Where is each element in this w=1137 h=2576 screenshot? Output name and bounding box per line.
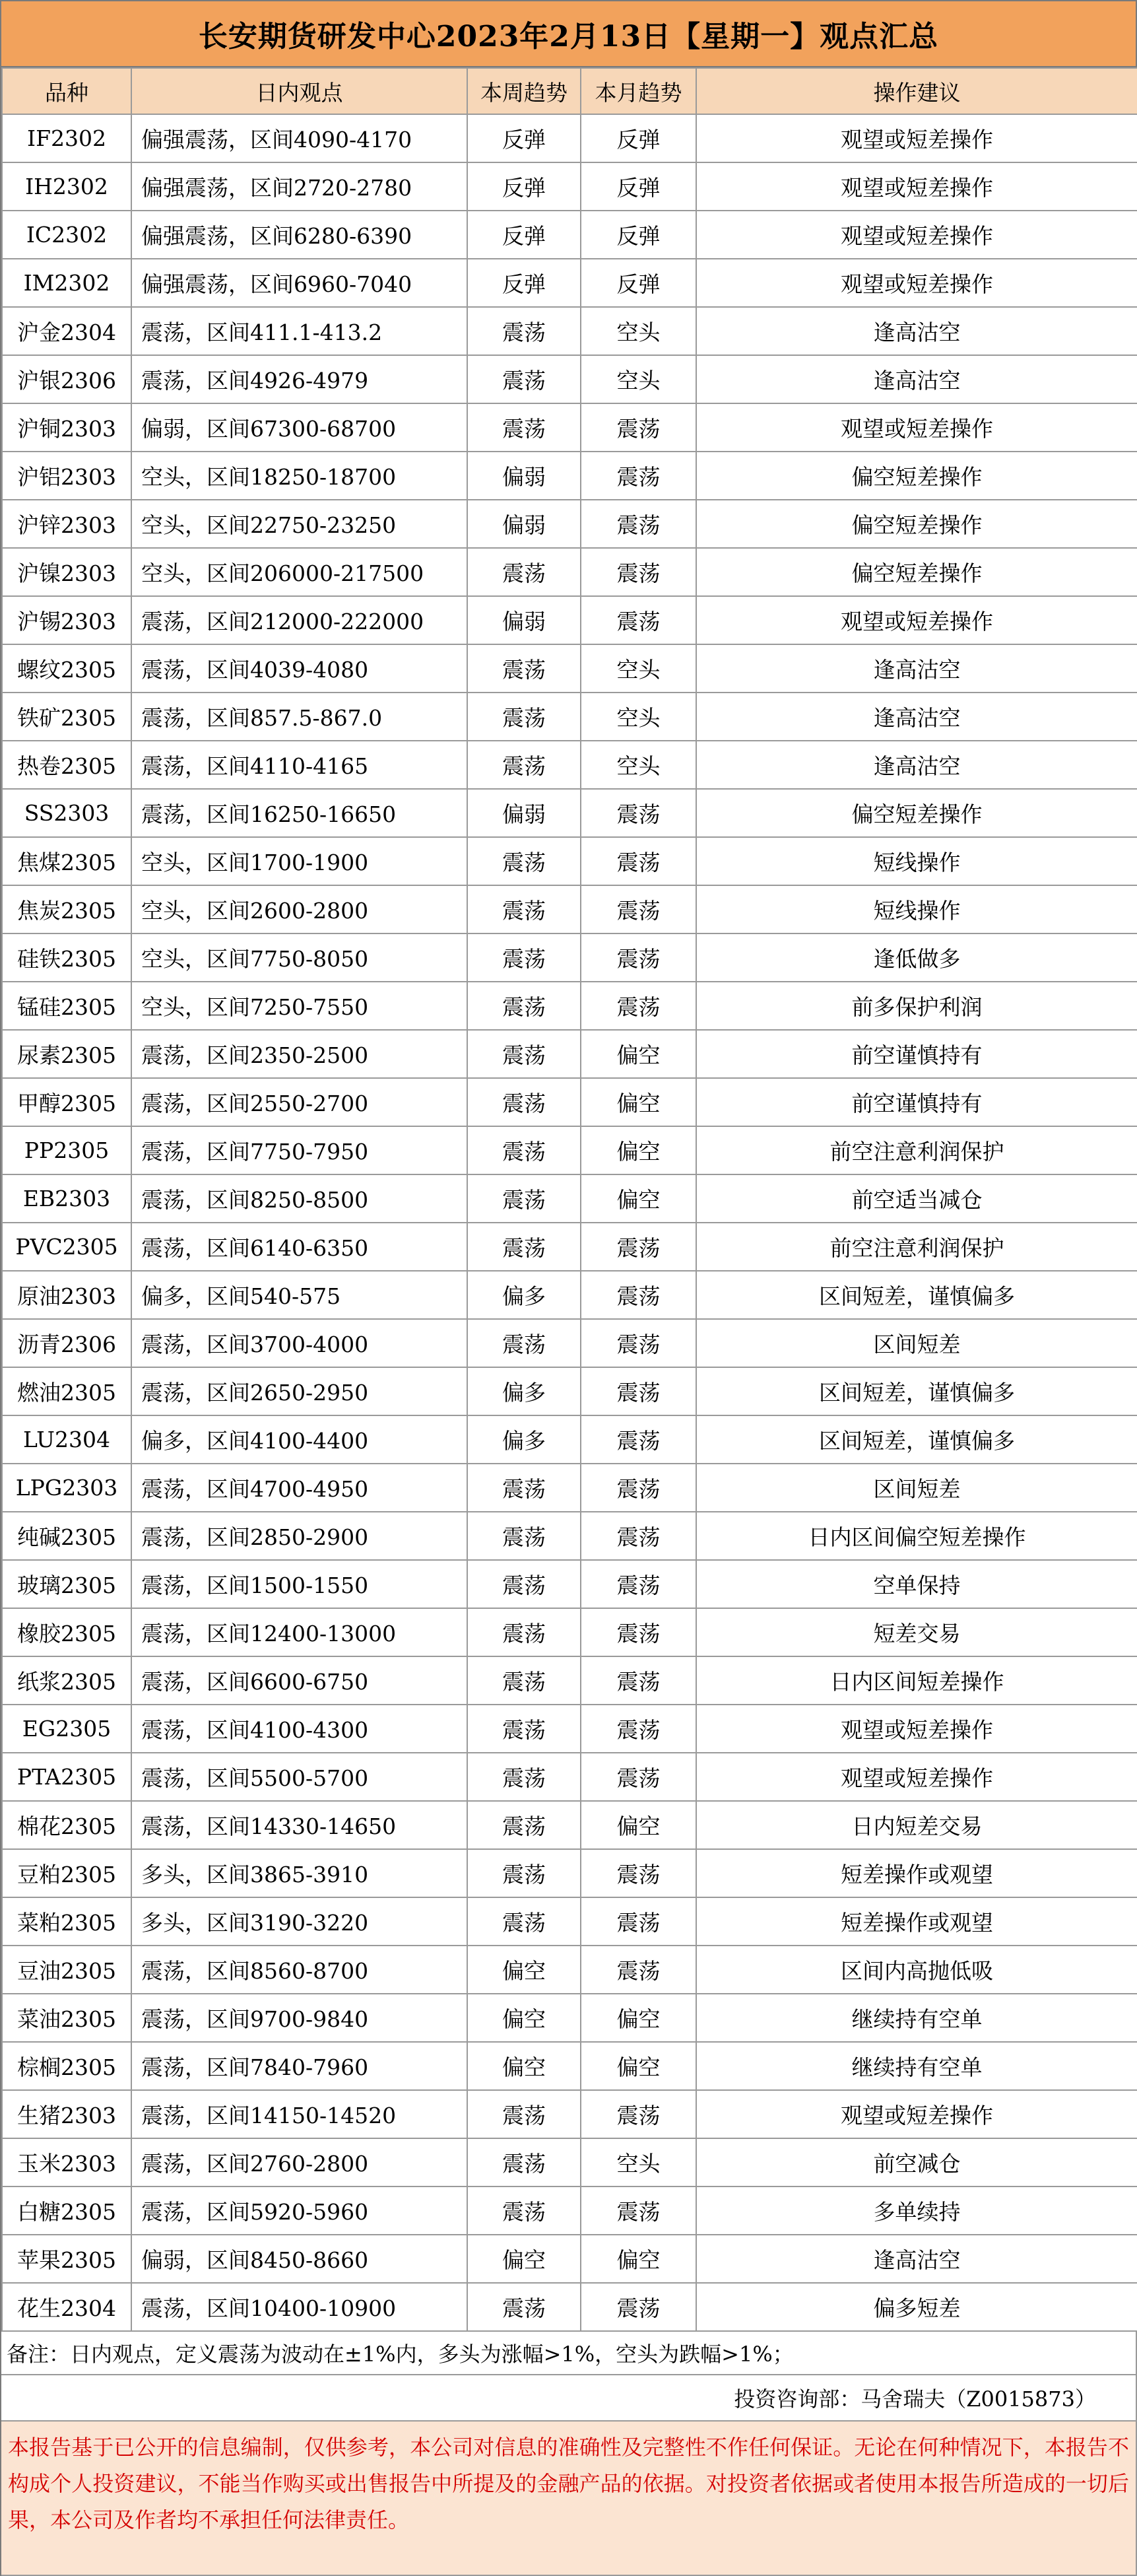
symbol-cell: PVC2305 — [2, 1223, 131, 1271]
month-trend-cell: 震荡 — [581, 2186, 696, 2235]
month-trend-cell: 震荡 — [581, 403, 696, 452]
week-trend-cell: 震荡 — [467, 2090, 581, 2138]
week-trend-cell: 偏弱 — [467, 596, 581, 644]
week-trend-cell: 震荡 — [467, 885, 581, 933]
column-header-advice: 操作建议 — [696, 68, 1137, 114]
intraday-view-cell: 震荡，区间4926-4979 — [131, 355, 467, 403]
week-trend-cell: 偏多 — [467, 1271, 581, 1319]
table-row — [2, 1464, 1137, 1512]
week-trend-cell: 震荡 — [467, 2283, 581, 2331]
intraday-view-cell: 震荡，区间7750-7950 — [131, 1126, 467, 1174]
table-row — [2, 2138, 1137, 2186]
symbol-cell: PTA2305 — [2, 1753, 131, 1801]
table-row — [2, 403, 1137, 452]
week-trend-cell: 震荡 — [467, 1030, 581, 1078]
symbol-cell: 生猪2303 — [2, 2090, 131, 2138]
intraday-view-cell: 震荡，区间3700-4000 — [131, 1319, 467, 1367]
symbol-cell: IH2302 — [2, 162, 131, 211]
advice-cell: 区间短差，谨慎偏多 — [696, 1271, 1137, 1319]
week-trend-cell: 震荡 — [467, 1849, 581, 1897]
week-trend-cell: 反弹 — [467, 211, 581, 259]
advice-cell: 区间短差 — [696, 1464, 1137, 1512]
week-trend-cell: 震荡 — [467, 1801, 581, 1849]
month-trend-cell: 空头 — [581, 307, 696, 355]
advice-cell: 前空谨慎持有 — [696, 1078, 1137, 1126]
symbol-cell: 沪金2304 — [2, 307, 131, 355]
month-trend-cell: 空头 — [581, 693, 696, 741]
intraday-view-cell: 震荡，区间2550-2700 — [131, 1078, 467, 1126]
week-trend-cell: 偏空 — [467, 1946, 581, 1994]
month-trend-cell: 偏空 — [581, 1078, 696, 1126]
table-body — [2, 114, 1137, 2331]
table-row — [2, 644, 1137, 693]
intraday-view-cell: 震荡，区间4039-4080 — [131, 644, 467, 693]
symbol-cell: 棕榈2305 — [2, 2042, 131, 2090]
symbol-cell: 沪铜2303 — [2, 403, 131, 452]
symbol-cell: 纸浆2305 — [2, 1656, 131, 1705]
month-trend-cell: 震荡 — [581, 1897, 696, 1946]
symbol-cell: 燃油2305 — [2, 1367, 131, 1415]
advice-cell: 观望或短差操作 — [696, 2090, 1137, 2138]
advice-cell: 前空适当减仓 — [696, 1174, 1137, 1223]
week-trend-cell: 震荡 — [467, 1319, 581, 1367]
table-row — [2, 1030, 1137, 1078]
intraday-view-cell: 空头，区间2600-2800 — [131, 885, 467, 933]
intraday-view-cell: 震荡，区间16250-16650 — [131, 789, 467, 837]
table-header-row — [2, 68, 1137, 114]
month-trend-cell: 反弹 — [581, 162, 696, 211]
week-trend-cell: 偏弱 — [467, 452, 581, 500]
advice-cell: 区间短差，谨慎偏多 — [696, 1415, 1137, 1464]
symbol-cell: 沪银2306 — [2, 355, 131, 403]
month-trend-cell: 偏空 — [581, 1994, 696, 2042]
symbol-cell: EB2303 — [2, 1174, 131, 1223]
column-header-intraday-view: 日内观点 — [131, 68, 467, 114]
week-trend-cell: 震荡 — [467, 693, 581, 741]
symbol-cell: LPG2303 — [2, 1464, 131, 1512]
advice-cell: 观望或短差操作 — [696, 1753, 1137, 1801]
symbol-cell: 棉花2305 — [2, 1801, 131, 1849]
week-trend-cell: 震荡 — [467, 355, 581, 403]
advice-cell: 前空注意利润保护 — [696, 1223, 1137, 1271]
intraday-view-cell: 偏强震荡，区间6960-7040 — [131, 259, 467, 307]
intraday-view-cell: 空头，区间7250-7550 — [131, 982, 467, 1030]
table-row — [2, 1897, 1137, 1946]
intraday-view-cell: 震荡，区间212000-222000 — [131, 596, 467, 644]
intraday-view-cell: 震荡，区间12400-13000 — [131, 1608, 467, 1656]
table-row — [2, 1608, 1137, 1656]
intraday-view-cell: 震荡，区间2850-2900 — [131, 1512, 467, 1560]
week-trend-cell: 震荡 — [467, 1705, 581, 1753]
table-row — [2, 211, 1137, 259]
symbol-cell: 豆粕2305 — [2, 1849, 131, 1897]
table-row — [2, 2042, 1137, 2090]
week-trend-cell: 偏多 — [467, 1367, 581, 1415]
symbol-cell: LU2304 — [2, 1415, 131, 1464]
advice-cell: 观望或短差操作 — [696, 162, 1137, 211]
advice-cell: 日内短差交易 — [696, 1801, 1137, 1849]
week-trend-cell: 震荡 — [467, 2138, 581, 2186]
month-trend-cell: 震荡 — [581, 548, 696, 596]
advice-cell: 观望或短差操作 — [696, 211, 1137, 259]
month-trend-cell: 震荡 — [581, 500, 696, 548]
advice-cell: 逢高沽空 — [696, 307, 1137, 355]
advice-cell: 区间短差，谨慎偏多 — [696, 1367, 1137, 1415]
intraday-view-cell: 偏强震荡，区间2720-2780 — [131, 162, 467, 211]
month-trend-cell: 震荡 — [581, 1512, 696, 1560]
symbol-cell: 螺纹2305 — [2, 644, 131, 693]
table-row — [2, 1512, 1137, 1560]
advice-cell: 区间短差 — [696, 1319, 1137, 1367]
intraday-view-cell: 震荡，区间5920-5960 — [131, 2186, 467, 2235]
table-row — [2, 259, 1137, 307]
week-trend-cell: 震荡 — [467, 1608, 581, 1656]
advice-cell: 日内区间短差操作 — [696, 1656, 1137, 1705]
symbol-cell: 纯碱2305 — [2, 1512, 131, 1560]
week-trend-cell: 震荡 — [467, 1078, 581, 1126]
symbol-cell: 菜粕2305 — [2, 1897, 131, 1946]
table-row — [2, 2186, 1137, 2235]
advice-cell: 继续持有空单 — [696, 1994, 1137, 2042]
symbol-cell: IC2302 — [2, 211, 131, 259]
advice-cell: 多单续持 — [696, 2186, 1137, 2235]
views-table — [1, 67, 1137, 2332]
week-trend-cell: 震荡 — [467, 1560, 581, 1608]
table-row — [2, 2283, 1137, 2331]
report-title: 长安期货研发中心2023年2月13日【星期一】观点汇总 — [1, 0, 1137, 67]
intraday-view-cell: 震荡，区间8560-8700 — [131, 1946, 467, 1994]
symbol-cell: 沥青2306 — [2, 1319, 131, 1367]
intraday-view-cell: 震荡，区间10400-10900 — [131, 2283, 467, 2331]
intraday-view-cell: 偏多，区间4100-4400 — [131, 1415, 467, 1464]
advice-cell: 短线操作 — [696, 885, 1137, 933]
intraday-view-cell: 震荡，区间857.5-867.0 — [131, 693, 467, 741]
symbol-cell: 锰硅2305 — [2, 982, 131, 1030]
symbol-cell: 沪锡2303 — [2, 596, 131, 644]
table-row — [2, 1801, 1137, 1849]
symbol-cell: 沪锌2303 — [2, 500, 131, 548]
week-trend-cell: 震荡 — [467, 982, 581, 1030]
week-trend-cell: 偏多 — [467, 1415, 581, 1464]
advice-cell: 空单保持 — [696, 1560, 1137, 1608]
table-row — [2, 933, 1137, 982]
advice-cell: 观望或短差操作 — [696, 1705, 1137, 1753]
table-row — [2, 1753, 1137, 1801]
week-trend-cell: 偏空 — [467, 1994, 581, 2042]
month-trend-cell: 震荡 — [581, 885, 696, 933]
advice-cell: 观望或短差操作 — [696, 596, 1137, 644]
table-row — [2, 1223, 1137, 1271]
week-trend-cell: 震荡 — [467, 837, 581, 885]
intraday-view-cell: 偏强震荡，区间6280-6390 — [131, 211, 467, 259]
symbol-cell: IM2302 — [2, 259, 131, 307]
week-trend-cell: 震荡 — [467, 1223, 581, 1271]
month-trend-cell: 空头 — [581, 741, 696, 789]
symbol-cell: 铁矿2305 — [2, 693, 131, 741]
symbol-cell: 沪镍2303 — [2, 548, 131, 596]
month-trend-cell: 震荡 — [581, 1946, 696, 1994]
table-row — [2, 693, 1137, 741]
month-trend-cell: 震荡 — [581, 452, 696, 500]
intraday-view-cell: 震荡，区间8250-8500 — [131, 1174, 467, 1223]
advice-cell: 短差操作或观望 — [696, 1849, 1137, 1897]
month-trend-cell: 震荡 — [581, 1464, 696, 1512]
symbol-cell: 原油2303 — [2, 1271, 131, 1319]
intraday-view-cell: 震荡，区间9700-9840 — [131, 1994, 467, 2042]
intraday-view-cell: 震荡，区间1500-1550 — [131, 1560, 467, 1608]
advice-cell: 短差操作或观望 — [696, 1897, 1137, 1946]
disclaimer-text: 本报告基于已公开的信息编制，仅供参考，本公司对信息的准确性及完整性不作任何保证。无论在何种情况下，本报告不构成个人投资建议，不能当作购买或出售报告中所提及的金融产品的依据。对投资者依据或者使用本报告所造成的一切后果，本公司及作者均不承担任何法律责任。 — [1, 2422, 1137, 2576]
symbol-cell: 热卷2305 — [2, 741, 131, 789]
intraday-view-cell: 震荡，区间2760-2800 — [131, 2138, 467, 2186]
table-row — [2, 789, 1137, 837]
intraday-view-cell: 多头，区间3865-3910 — [131, 1849, 467, 1897]
month-trend-cell: 反弹 — [581, 259, 696, 307]
intraday-view-cell: 空头，区间1700-1900 — [131, 837, 467, 885]
table-row — [2, 1946, 1137, 1994]
month-trend-cell: 震荡 — [581, 596, 696, 644]
week-trend-cell: 震荡 — [467, 307, 581, 355]
intraday-view-cell: 震荡，区间6600-6750 — [131, 1656, 467, 1705]
intraday-view-cell: 偏弱，区间67300-68700 — [131, 403, 467, 452]
table-row — [2, 741, 1137, 789]
symbol-cell: 菜油2305 — [2, 1994, 131, 2042]
table-row — [2, 1560, 1137, 1608]
week-trend-cell: 偏空 — [467, 2042, 581, 2090]
month-trend-cell: 震荡 — [581, 1271, 696, 1319]
intraday-view-cell: 震荡，区间14330-14650 — [131, 1801, 467, 1849]
month-trend-cell: 偏空 — [581, 2235, 696, 2283]
month-trend-cell: 偏空 — [581, 1126, 696, 1174]
table-row — [2, 355, 1137, 403]
month-trend-cell: 震荡 — [581, 1415, 696, 1464]
table-row — [2, 837, 1137, 885]
column-header-month-trend: 本月趋势 — [581, 68, 696, 114]
advice-cell: 短线操作 — [696, 837, 1137, 885]
advice-cell: 逢高沽空 — [696, 355, 1137, 403]
week-trend-cell: 偏空 — [467, 2235, 581, 2283]
symbol-cell: 白糖2305 — [2, 2186, 131, 2235]
table-row — [2, 500, 1137, 548]
symbol-cell: 苹果2305 — [2, 2235, 131, 2283]
table-row — [2, 1849, 1137, 1897]
remark-note: 备注：日内观点，定义震荡为波动在±1%内，多头为涨幅>1%，空头为跌幅>1%； — [1, 2332, 1137, 2375]
week-trend-cell: 震荡 — [467, 1753, 581, 1801]
intraday-view-cell: 空头，区间206000-217500 — [131, 548, 467, 596]
intraday-view-cell: 震荡，区间7840-7960 — [131, 2042, 467, 2090]
intraday-view-cell: 空头，区间22750-23250 — [131, 500, 467, 548]
advice-cell: 前多保护利润 — [696, 982, 1137, 1030]
intraday-view-cell: 震荡，区间4110-4165 — [131, 741, 467, 789]
intraday-view-cell: 震荡，区间411.1-413.2 — [131, 307, 467, 355]
advice-cell: 逢高沽空 — [696, 2235, 1137, 2283]
table-row — [2, 982, 1137, 1030]
advice-cell: 日内区间偏空短差操作 — [696, 1512, 1137, 1560]
month-trend-cell: 反弹 — [581, 114, 696, 162]
symbol-cell: IF2302 — [2, 114, 131, 162]
advice-cell: 区间内高抛低吸 — [696, 1946, 1137, 1994]
symbol-cell: 花生2304 — [2, 2283, 131, 2331]
symbol-cell: 豆油2305 — [2, 1946, 131, 1994]
table-row — [2, 1705, 1137, 1753]
symbol-cell: 焦煤2305 — [2, 837, 131, 885]
advice-cell: 观望或短差操作 — [696, 403, 1137, 452]
advice-cell: 继续持有空单 — [696, 2042, 1137, 2090]
table-row — [2, 1126, 1137, 1174]
month-trend-cell: 震荡 — [581, 1367, 696, 1415]
advice-cell: 前空谨慎持有 — [696, 1030, 1137, 1078]
table-row — [2, 1174, 1137, 1223]
week-trend-cell: 震荡 — [467, 1126, 581, 1174]
advice-cell: 前空减仓 — [696, 2138, 1137, 2186]
column-header-symbol: 品种 — [2, 68, 131, 114]
table-row — [2, 452, 1137, 500]
symbol-cell: 焦炭2305 — [2, 885, 131, 933]
table-row — [2, 114, 1137, 162]
intraday-view-cell: 空头，区间18250-18700 — [131, 452, 467, 500]
table-row — [2, 2235, 1137, 2283]
week-trend-cell: 震荡 — [467, 1656, 581, 1705]
month-trend-cell: 震荡 — [581, 1560, 696, 1608]
symbol-cell: SS2303 — [2, 789, 131, 837]
week-trend-cell: 震荡 — [467, 644, 581, 693]
table-row — [2, 1078, 1137, 1126]
month-trend-cell: 震荡 — [581, 982, 696, 1030]
week-trend-cell: 震荡 — [467, 1464, 581, 1512]
symbol-cell: 玻璃2305 — [2, 1560, 131, 1608]
month-trend-cell: 震荡 — [581, 789, 696, 837]
month-trend-cell: 空头 — [581, 355, 696, 403]
month-trend-cell: 震荡 — [581, 1319, 696, 1367]
advice-cell: 偏空短差操作 — [696, 789, 1137, 837]
table-row — [2, 162, 1137, 211]
advice-cell: 偏空短差操作 — [696, 548, 1137, 596]
advice-cell: 短差交易 — [696, 1608, 1137, 1656]
week-trend-cell: 震荡 — [467, 933, 581, 982]
week-trend-cell: 反弹 — [467, 259, 581, 307]
month-trend-cell: 偏空 — [581, 2042, 696, 2090]
table-row — [2, 2090, 1137, 2138]
month-trend-cell: 空头 — [581, 2138, 696, 2186]
intraday-view-cell: 震荡，区间2650-2950 — [131, 1367, 467, 1415]
week-trend-cell: 偏弱 — [467, 500, 581, 548]
intraday-view-cell: 震荡，区间4700-4950 — [131, 1464, 467, 1512]
month-trend-cell: 偏空 — [581, 1030, 696, 1078]
table-row — [2, 596, 1137, 644]
month-trend-cell: 震荡 — [581, 1705, 696, 1753]
week-trend-cell: 震荡 — [467, 2186, 581, 2235]
symbol-cell: 甲醇2305 — [2, 1078, 131, 1126]
intraday-view-cell: 震荡，区间4100-4300 — [131, 1705, 467, 1753]
table-row — [2, 307, 1137, 355]
month-trend-cell: 震荡 — [581, 933, 696, 982]
table-row — [2, 1656, 1137, 1705]
week-trend-cell: 反弹 — [467, 162, 581, 211]
month-trend-cell: 偏空 — [581, 1174, 696, 1223]
table-row — [2, 1319, 1137, 1367]
table-row — [2, 1271, 1137, 1319]
symbol-cell: PP2305 — [2, 1126, 131, 1174]
week-trend-cell: 震荡 — [467, 1174, 581, 1223]
month-trend-cell: 震荡 — [581, 837, 696, 885]
intraday-view-cell: 偏多，区间540-575 — [131, 1271, 467, 1319]
advice-cell: 偏空短差操作 — [696, 452, 1137, 500]
intraday-view-cell: 震荡，区间5500-5700 — [131, 1753, 467, 1801]
advice-cell: 偏空短差操作 — [696, 500, 1137, 548]
month-trend-cell: 反弹 — [581, 211, 696, 259]
symbol-cell: 尿素2305 — [2, 1030, 131, 1078]
intraday-view-cell: 偏弱，区间8450-8660 — [131, 2235, 467, 2283]
symbol-cell: 沪铝2303 — [2, 452, 131, 500]
intraday-view-cell: 多头，区间3190-3220 — [131, 1897, 467, 1946]
week-trend-cell: 震荡 — [467, 548, 581, 596]
intraday-view-cell: 震荡，区间6140-6350 — [131, 1223, 467, 1271]
month-trend-cell: 震荡 — [581, 1223, 696, 1271]
table-row — [2, 1367, 1137, 1415]
advice-cell: 逢高沽空 — [696, 741, 1137, 789]
advice-cell: 逢低做多 — [696, 933, 1137, 982]
advice-cell: 观望或短差操作 — [696, 114, 1137, 162]
intraday-view-cell: 震荡，区间14150-14520 — [131, 2090, 467, 2138]
month-trend-cell: 震荡 — [581, 1656, 696, 1705]
symbol-cell: EG2305 — [2, 1705, 131, 1753]
month-trend-cell: 震荡 — [581, 2283, 696, 2331]
symbol-cell: 玉米2303 — [2, 2138, 131, 2186]
intraday-view-cell: 震荡，区间2350-2500 — [131, 1030, 467, 1078]
week-trend-cell: 震荡 — [467, 741, 581, 789]
table-row — [2, 1994, 1137, 2042]
symbol-cell: 橡胶2305 — [2, 1608, 131, 1656]
month-trend-cell: 震荡 — [581, 1608, 696, 1656]
advice-cell: 偏多短差 — [696, 2283, 1137, 2331]
month-trend-cell: 空头 — [581, 644, 696, 693]
month-trend-cell: 偏空 — [581, 1801, 696, 1849]
month-trend-cell: 震荡 — [581, 2090, 696, 2138]
intraday-view-cell: 偏强震荡，区间4090-4170 — [131, 114, 467, 162]
week-trend-cell: 震荡 — [467, 1897, 581, 1946]
month-trend-cell: 震荡 — [581, 1753, 696, 1801]
intraday-view-cell: 空头，区间7750-8050 — [131, 933, 467, 982]
advice-cell: 前空注意利润保护 — [696, 1126, 1137, 1174]
advice-cell: 逢高沽空 — [696, 644, 1137, 693]
week-trend-cell: 震荡 — [467, 1512, 581, 1560]
advice-cell: 观望或短差操作 — [696, 259, 1137, 307]
week-trend-cell: 震荡 — [467, 403, 581, 452]
column-header-week-trend: 本周趋势 — [467, 68, 581, 114]
table-row — [2, 1415, 1137, 1464]
contact-line: 投资咨询部：马舍瑞夫（Z0015873） — [1, 2375, 1137, 2422]
week-trend-cell: 偏弱 — [467, 789, 581, 837]
month-trend-cell: 震荡 — [581, 1849, 696, 1897]
week-trend-cell: 反弹 — [467, 114, 581, 162]
symbol-cell: 硅铁2305 — [2, 933, 131, 982]
table-row — [2, 885, 1137, 933]
table-row — [2, 548, 1137, 596]
advice-cell: 逢高沽空 — [696, 693, 1137, 741]
